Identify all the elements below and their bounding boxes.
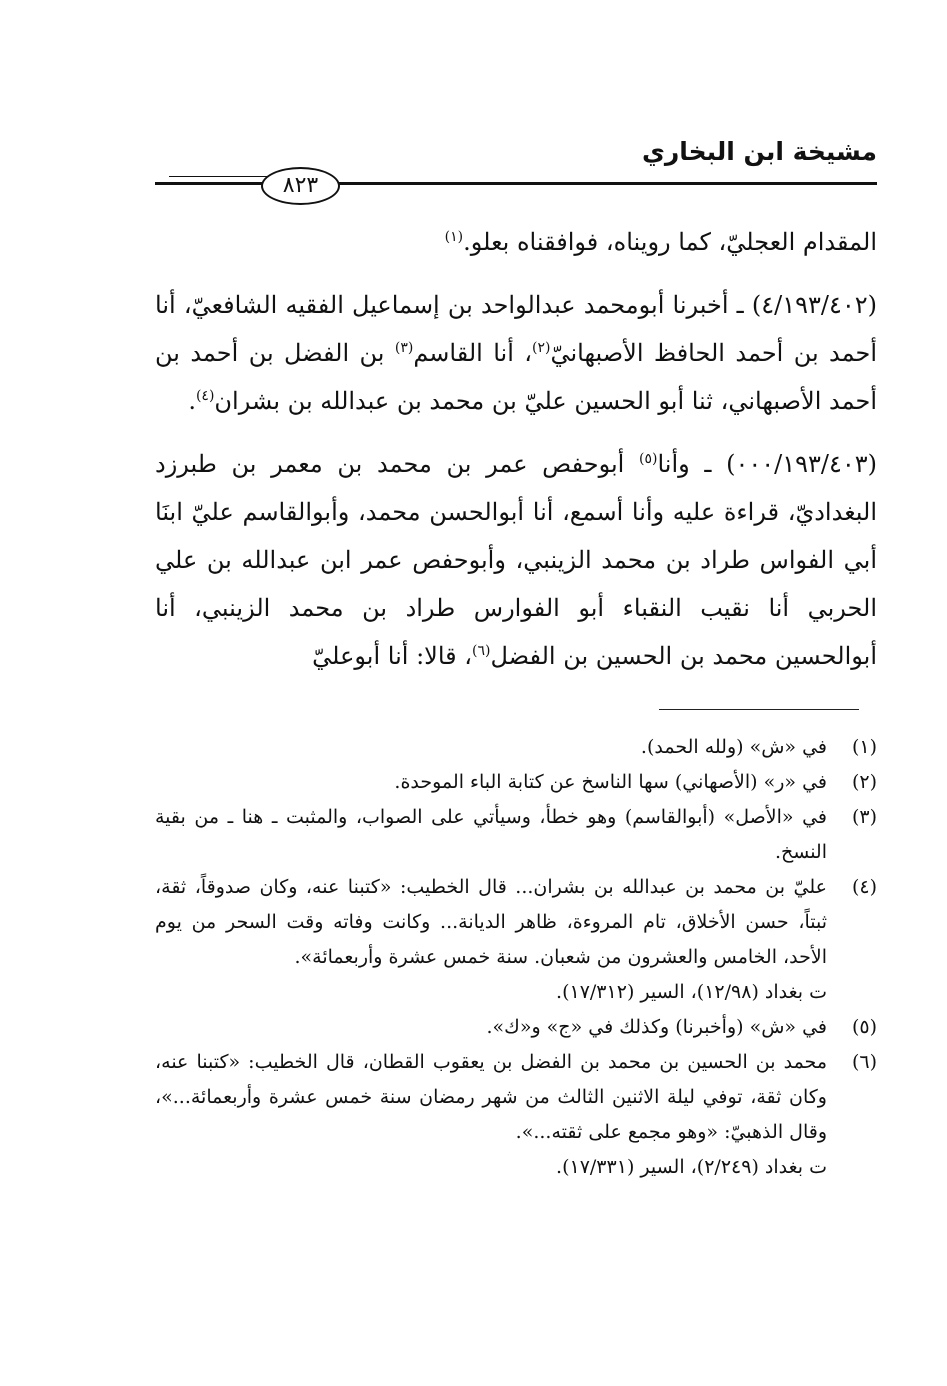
paragraph-3 xyxy=(155,440,877,680)
paragraph-2 xyxy=(155,281,877,425)
footnote-body xyxy=(155,870,827,1010)
footnote-1 xyxy=(155,730,877,765)
page-number: ٨٢٣ xyxy=(261,167,340,205)
footnote-6 xyxy=(155,1045,877,1185)
paragraph-text: أبوحفص عمر بن محمد بن معمر بن طبرزد البغداديّ، قراءة عليه وأنا أسمع، أنا أبوالحسن محمد، وأبوالقاسم عليّ ابنَا أبي الفواس طراد بن محمد الزينبي، وأبوحفص عمر ابن عبدالله بن علي الحربي أنا نقيب النقباء أبو الفوارس طراد بن محمد الزينبي، أنا أبوالحسين محمد بن الحسين بن الفضل xyxy=(155,450,877,670)
footnote-3 xyxy=(155,800,877,870)
footnote-2 xyxy=(155,765,877,800)
header-rule-thin xyxy=(169,176,277,177)
footnote-number: (٣) xyxy=(851,806,877,828)
footnote-text: في «ر» (الأصهاني) سها الناسخ عن كتابة الباء الموحدة. xyxy=(394,771,827,793)
footnote-number: (٥) xyxy=(851,1016,877,1038)
footnote-reference: ت بغداد (٢/٢٤٩)، السير (١٧/٣٣١). xyxy=(556,1156,827,1178)
footnote-number: (٦) xyxy=(851,1051,877,1073)
footnote-5 xyxy=(155,1010,877,1045)
footnote-text: في «الأصل» (أبوالقاسم) وهو خطأ، وسيأتي على الصواب، والمثبت ـ هنا ـ من بقية النسخ. xyxy=(155,806,827,863)
paragraph-text: المقدام العجليّ، كما رويناه، فوافقناه بعلو. xyxy=(463,228,877,256)
paragraph-text: . xyxy=(188,387,196,415)
footnote-ref: (٢) xyxy=(532,340,551,356)
running-title: مشيخة ابن البخاري xyxy=(641,137,877,166)
page-header xyxy=(155,135,877,198)
footnote-text: محمد بن الحسين بن محمد بن الفضل بن يعقوب القطان، قال الخطيب: «كتبنا عنه، وكان ثقة، توفي ليلة الاثنين الثالث من شهر رمضان سنة خمس عشرة وأربعمائة...»، وقال الذهبيّ: «وهو مجمع على ثقته...». xyxy=(155,1051,827,1143)
paragraph-text: (٤/١٩٣/٤٠٢) ـ أخبرنا أبومحمد عبدالواحد بن إسماعيل الفقيه الشافعيّ، أنا أحمد بن أحمد الحافظ الأصبهانيّ xyxy=(155,291,878,367)
footnote-number: (٢) xyxy=(851,771,877,793)
footnote-text: في «ش» (وأخبرنا) وكذلك في «ج» و«ك». xyxy=(486,1016,827,1038)
footnote-ref: (٦) xyxy=(472,643,491,659)
paragraph-text: ، أنا القاسم xyxy=(413,339,533,367)
footnotes xyxy=(155,730,877,1185)
footnote-4 xyxy=(155,870,877,1010)
paragraph-text: (٠٠٠/١٩٣/٤٠٣) ـ وأنا xyxy=(657,450,877,478)
footnote-text: عليّ بن محمد بن عبدالله بن بشران... قال الخطيب: «كتبنا عنه، وكان صدوقاً، ثقة، ثبتاً، حسن الأخلاق، تام المروءة، ظاهر الديانة... وكانت وفاته وقت السحر من يوم الأحد، الخامس والعشرون من شعبان. سنة خمس عشرة وأربعمائة». xyxy=(155,876,827,968)
footnote-ref: (٤) xyxy=(195,388,215,404)
paragraph-text: ، قالا: أنا أبوعليّ xyxy=(312,642,473,670)
footnote-body xyxy=(155,1045,827,1185)
footnote-reference: ت بغداد (١٢/٩٨)، السير (١٧/٣١٢). xyxy=(556,981,827,1003)
footnote-number: (٤) xyxy=(851,876,877,898)
paragraph-1 xyxy=(155,218,877,266)
footnote-divider xyxy=(659,709,859,710)
main-text xyxy=(155,218,877,695)
paragraph-text: بن الفضل بن أحمد بن أحمد الأصبهاني، ثنا أبو الحسين عليّ بن محمد بن عبدالله بن بشران xyxy=(155,339,877,415)
footnote-ref: (٣) xyxy=(394,340,414,356)
footnote-number: (١) xyxy=(851,736,877,758)
footnote-text: في «ش» (ولله الحمد). xyxy=(640,736,827,758)
footnote-ref: (٥) xyxy=(638,451,658,467)
footnote-ref: (١) xyxy=(444,229,464,245)
